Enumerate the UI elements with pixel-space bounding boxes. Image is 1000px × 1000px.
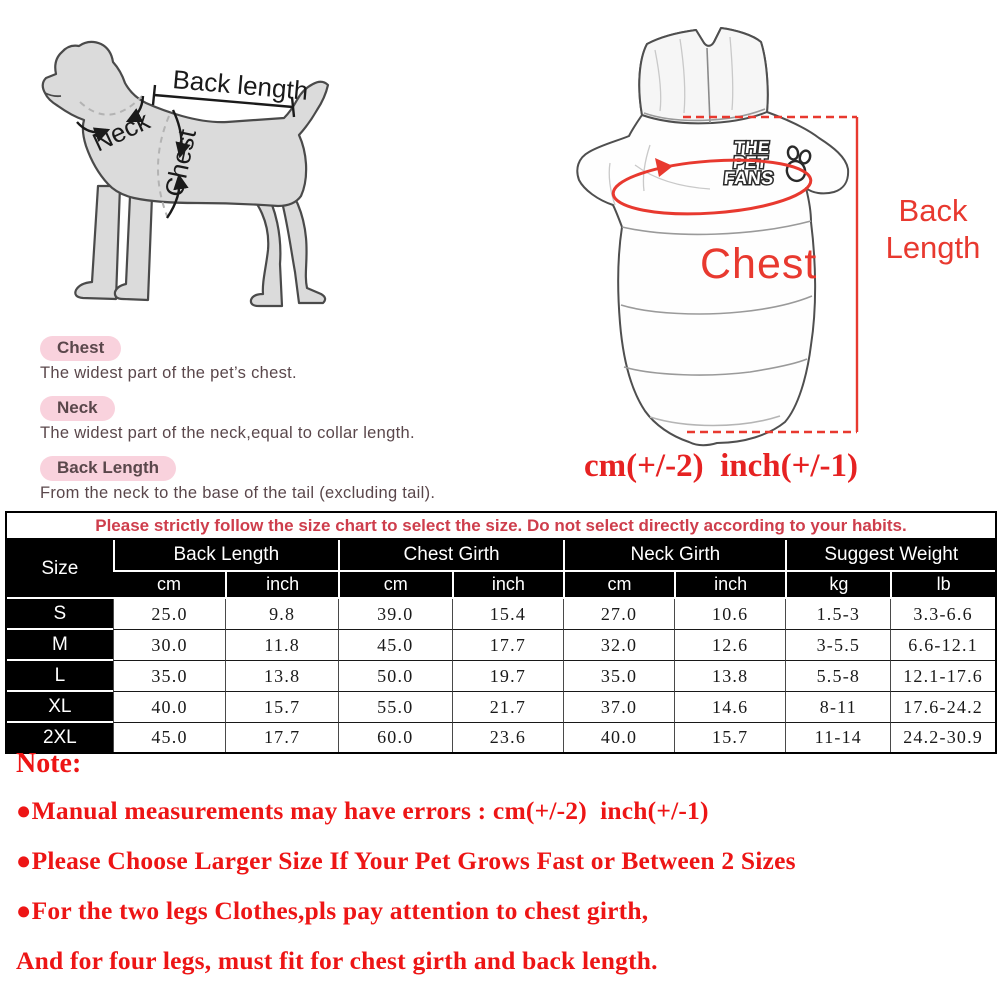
unit-cm: cm: [338, 572, 452, 599]
back-length-definition: From the neck to the base of the tail (excluding tail).: [40, 484, 436, 502]
unit-kg: kg: [785, 572, 890, 599]
col-header-back-length: Back Length: [113, 540, 338, 572]
note-item: ●Please Choose Larger Size If Your Pet Grows Fast or Between 2 Sizes: [16, 846, 796, 875]
notes-section: [16, 748, 986, 996]
back-length-badge: Back Length: [40, 456, 176, 481]
dog-chest-label: Chest: [158, 126, 202, 200]
col-header-size: Size: [7, 540, 113, 599]
notes-title: Note:: [16, 748, 82, 779]
unit-lb: lb: [890, 572, 995, 599]
col-header-suggest-weight: Suggest Weight: [785, 540, 995, 572]
note-item: ●Manual measurements may have errors : cm(+/-2) inch(+/-1): [16, 796, 709, 825]
header-unit-row: [7, 572, 995, 599]
table-row-s: S 25.0 9.8 39.0 15.4 27.0 10.6 1.5-3 3.3-6.6: [7, 599, 995, 630]
vest-outline: [577, 28, 848, 445]
neck-definition: The widest part of the neck,equal to collar length.: [40, 424, 415, 442]
unit-inch: inch: [225, 572, 338, 599]
col-header-neck-girth: Neck Girth: [563, 540, 785, 572]
table-row-l: L 35.0 13.8 50.0 19.7 35.0 13.8 5.5-8 12.1-17.6: [7, 661, 995, 692]
svg-text:THE: THE: [733, 138, 771, 157]
dog-back-length-label: Back length: [171, 64, 310, 106]
unit-inch: inch: [674, 572, 786, 599]
unit-inch: inch: [452, 572, 564, 599]
table-row-m: M 30.0 11.8 45.0 17.7 32.0 12.6 3-5.5 6.6-12.1: [7, 630, 995, 661]
unit-cm: cm: [113, 572, 226, 599]
note-item: And for four legs, must fit for chest girth and back length.: [16, 946, 658, 975]
header-group-row: [7, 540, 995, 572]
table-row-2xl: 2XL 45.0 17.7 60.0 23.6 40.0 15.7 11-14 24.2-30.9: [7, 723, 995, 752]
vest-chest-label: Chest: [700, 240, 818, 288]
note-item: ●For the two legs Clothes,pls pay attention to chest girth,: [16, 896, 649, 925]
dog-measurement-diagram: [22, 36, 367, 316]
chest-badge: Chest: [40, 336, 121, 361]
measurement-definitions: [40, 336, 520, 516]
svg-text:PET: PET: [732, 153, 769, 172]
tolerance-note: cm(+/-2) inch(+/-1): [584, 448, 859, 484]
dog-neck-label: Neck: [87, 105, 155, 158]
unit-cm: cm: [563, 572, 674, 599]
size-table: [5, 511, 997, 754]
svg-text:FANS: FANS: [722, 168, 775, 188]
vest-back-length-label: Back Length: [885, 193, 981, 265]
size-table-banner: Please strictly follow the size chart to select the size. Do not select directly according to your habits.: [7, 513, 995, 540]
chest-definition: The widest part of the pet’s chest.: [40, 364, 297, 382]
table-row-xl: XL 40.0 15.7 55.0 21.7 37.0 14.6 8-11 17.6-24.2: [7, 692, 995, 723]
col-header-chest-girth: Chest Girth: [338, 540, 563, 572]
neck-badge: Neck: [40, 396, 115, 421]
